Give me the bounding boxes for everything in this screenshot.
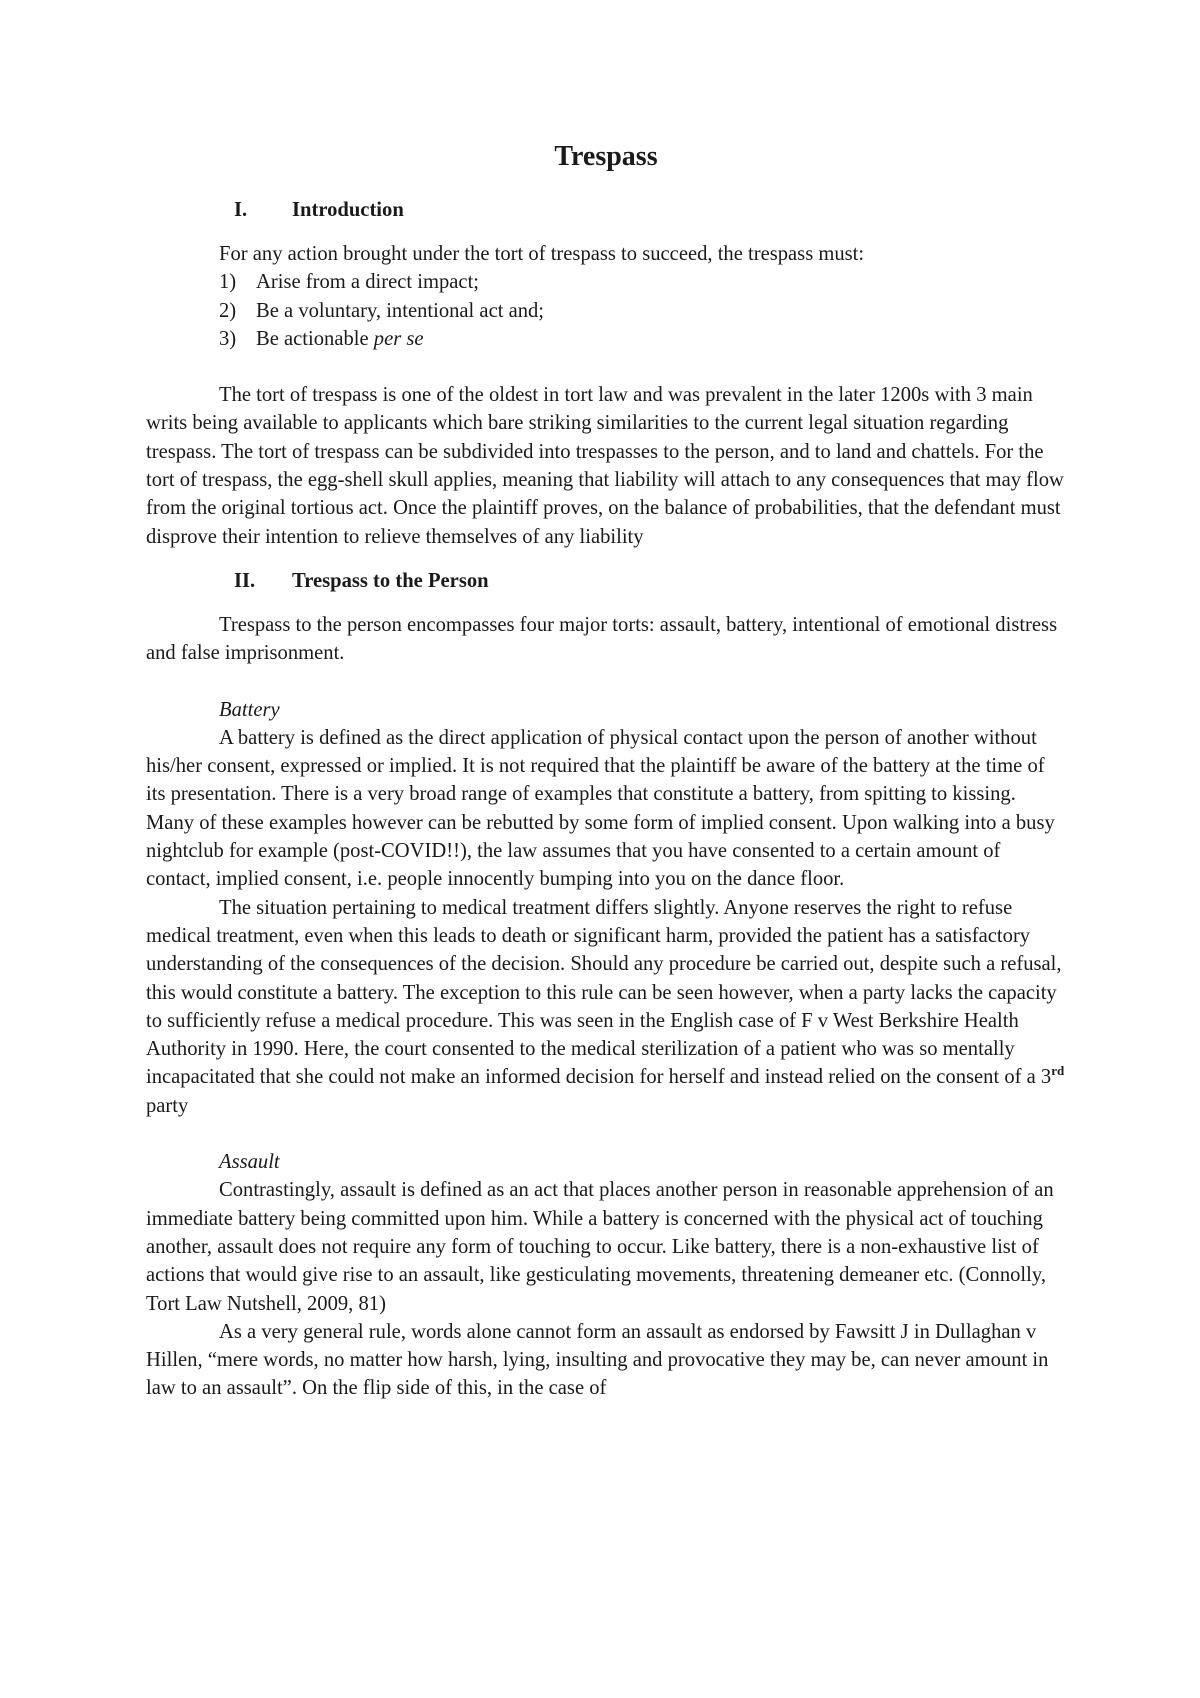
list-item [146,297,1066,325]
list-text: Be a voluntary, intentional act and; [256,299,545,322]
section-number: II. [234,569,256,592]
section-number: I. [234,199,248,221]
list-item [146,325,1066,353]
assault-subheading: Assault [219,1151,280,1174]
document-title: Trespass [554,141,658,172]
intro-lead: For any action brought under the tort of trespass to succeed, the trespass must: [219,243,865,265]
person-paragraph: Trespass to the person encompasses four major torts: assault, battery, intentional of emotional distress and false imprisonment. [146,613,1058,665]
section-heading-trespass-person [146,567,1066,595]
requirements-list [146,268,1066,353]
list-number: 2) [219,299,237,322]
assault-paragraph-2: As a very general rule, words alone cannot form an assault as endorsed by Fawsitt J in Dullaghan v Hillen, “mere words, no matter how harsh, lying, insulting and provocative they may be, can never amount in law to an assault”. On the flip side of this, in the case of [146,1320,1049,1400]
intro-paragraph: The tort of trespass is one of the oldest in tort law and was prevalent in the later 1200s with 3 main writs being available to applicants which bare striking similarities to the current legal situation regarding trespass. The tort of trespass can be subdivided into trespasses to the person, and to land and chattels. For the tort of trespass, the egg-shell skull applies, meaning that liability will attach to any consequences that may flow from the original tortious act. Once the plaintiff proves, on the balance of probabilities, that the defendant must disprove their intention to relieve themselves of any liability [146,384,1064,548]
list-text: Arise from a direct impact; [256,271,480,294]
section-heading-introduction [146,196,1066,224]
section-title: Trespass to the Person [292,569,489,592]
assault-paragraph-1: Contrastingly, assault is defined as an act that places another person in reasonable apprehension of an immediate battery being committed upon him. While a battery is concerned with the physical act of touching another, assault does not require any form of touching to occur. Like battery, there is a non-exhaustive list of actions that would give rise to an assault, like gesticulating movements, threatening demeaner etc. (Connolly, Tort Law Nutshell, 2009, 81) [146,1179,1054,1315]
list-text: Be actionable [256,327,374,350]
list-number: 1) [219,271,237,294]
document-page [146,140,1066,1403]
battery-subheading: Battery [219,698,280,721]
battery-paragraph-2-text: The situation pertaining to medical treatment differs slightly. Anyone reserves the right to refuse medical treatment, even when this leads to death or significant harm, provided the patient has a satisfactory understanding of the consequences of the decision. Should any procedure be carried out, despite such a refusal, this would constitute a battery. The exception to this rule can be seen however, when a party lacks the capacity to sufficiently refuse a medical procedure. This was seen in the English case of F v West Berkshire Health Authority in 1990. Here, the court consented to the medical sterilization of a patient who was so mentally incapacitated that she could not make an informed decision for herself and instead relied on the consent of a 3 [146,896,1062,1089]
list-number: 3) [219,327,237,350]
ordinal-suffix: rd [1051,1063,1065,1079]
battery-paragraph-2-end: party [146,1094,189,1117]
battery-paragraph-2 [146,894,1066,1120]
battery-paragraph-1: A battery is defined as the direct application of physical contact upon the person of another without his/her consent, expressed or implied. It is not required that the plaintiff be aware of the battery at the time of its presentation. There is a very broad range of examples that constitute a battery, from spitting to kissing. Many of these examples however can be rebutted by some form of implied consent. Upon walking into a busy nightclub for example (post-COVID!!), the law assumes that you have consented to a certain amount of contact, implied consent, i.e. people innocently bumping into you on the dance floor. [146,726,1055,891]
section-title: Introduction [292,199,404,221]
list-item [146,268,1066,296]
list-text-italic: per se [373,327,424,350]
